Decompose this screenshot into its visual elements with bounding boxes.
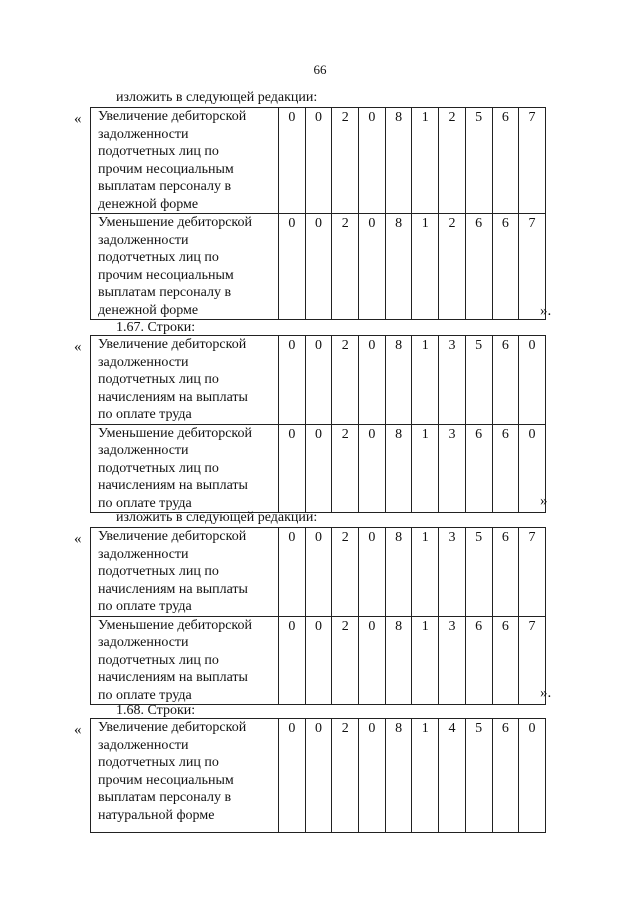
description-line: подотчетных лиц по [98, 250, 219, 265]
code-digit: 0 [305, 336, 332, 425]
close-quote: ». [540, 303, 552, 319]
code-digit: 6 [465, 214, 492, 320]
description-line: задолженности [98, 443, 189, 458]
code-digit: 4 [439, 719, 466, 833]
row-description [91, 719, 279, 833]
description-line: начислениям на выплаты [98, 670, 248, 685]
code-digit: 0 [359, 424, 386, 513]
code-digit: 8 [385, 719, 412, 833]
code-digit: 2 [332, 719, 359, 833]
description-line: задолженности [98, 232, 189, 248]
code-digit: 5 [465, 528, 492, 617]
code-digit: 6 [492, 108, 519, 214]
description-line: подотчетных лиц по [98, 652, 219, 668]
description-line: задолженности [98, 126, 189, 142]
code-digit: 2 [439, 108, 466, 214]
description-line: задолженности [98, 546, 189, 562]
code-digit: 0 [279, 424, 306, 513]
code-digit: 6 [492, 528, 519, 617]
code-digit: 7 [519, 528, 546, 617]
code-digit: 6 [465, 424, 492, 513]
code-digit: 6 [492, 616, 519, 705]
code-digit: 5 [465, 719, 492, 833]
description-line: начислениям на выплаты [98, 581, 248, 597]
description-line: начислениям на выплаты [98, 478, 248, 493]
code-digit: 0 [279, 214, 306, 320]
description-line: денежной форме [98, 302, 199, 318]
table-row [91, 424, 546, 513]
code-digit: 0 [279, 528, 306, 617]
code-digit: 1 [412, 616, 439, 705]
row-description [91, 424, 279, 513]
description-line: Уменьшение дебиторской [98, 425, 253, 441]
code-digit: 7 [519, 214, 546, 320]
row-description [91, 616, 279, 705]
code-digit: 2 [332, 616, 359, 705]
table-row [91, 528, 546, 617]
description-line: Уменьшение дебиторской [98, 215, 253, 230]
code-digit: 0 [359, 336, 386, 425]
code-digit: 8 [385, 214, 412, 320]
code-digit: 3 [439, 336, 466, 425]
open-quote: « [74, 339, 82, 355]
code-digit: 0 [305, 719, 332, 833]
code-digit: 0 [305, 528, 332, 617]
code-digit: 0 [359, 214, 386, 320]
code-digit: 3 [439, 528, 466, 617]
code-digit: 2 [332, 108, 359, 214]
open-quote: « [74, 531, 82, 547]
code-digit: 0 [305, 424, 332, 513]
description-line: Увеличение дебиторской [98, 109, 247, 124]
code-digit: 5 [465, 336, 492, 425]
description-line: подотчетных лиц по [98, 372, 219, 387]
code-digit: 0 [519, 336, 546, 425]
code-digit: 0 [305, 108, 332, 214]
code-digit: 7 [519, 616, 546, 705]
description-line: выплатам персоналу в [98, 179, 232, 194]
description-line: Увеличение дебиторской [98, 337, 247, 352]
code-digit: 2 [332, 214, 359, 320]
code-digit: 0 [359, 108, 386, 214]
description-line: Увеличение дебиторской [98, 720, 247, 735]
code-digit: 0 [359, 616, 386, 705]
description-line: по оплате труда [98, 407, 192, 422]
description-line: прочим несоциальным [98, 161, 234, 177]
section-heading: 1.68. Строки: [116, 703, 196, 718]
description-line: выплатам персоналу в [98, 790, 232, 805]
code-table [90, 335, 546, 513]
code-digit: 0 [519, 424, 546, 513]
code-digit: 6 [465, 616, 492, 705]
description-line: по оплате труда [98, 495, 192, 511]
description-line: подотчетных лиц по [98, 144, 219, 159]
table-row [91, 108, 546, 214]
table-row [91, 336, 546, 425]
code-digit: 8 [385, 424, 412, 513]
section-heading: 1.67. Строки: [116, 320, 196, 335]
table-row [91, 616, 546, 705]
table-row [91, 719, 546, 833]
table-row [91, 214, 546, 320]
description-line: натуральной форме [98, 807, 215, 823]
code-digit: 1 [412, 719, 439, 833]
code-digit: 0 [519, 719, 546, 833]
page-number: 66 [313, 62, 327, 77]
code-digit: 5 [465, 108, 492, 214]
code-digit: 0 [279, 108, 306, 214]
description-line: задолженности [98, 635, 189, 650]
code-digit: 7 [519, 108, 546, 214]
description-line: прочим несоциальным [98, 772, 234, 788]
description-line: денежной форме [98, 196, 199, 212]
code-digit: 6 [492, 719, 519, 833]
code-digit: 2 [332, 528, 359, 617]
description-line: выплатам персоналу в [98, 285, 232, 300]
close-quote: » [540, 493, 548, 509]
description-line: подотчетных лиц по [98, 755, 219, 770]
code-digit: 6 [492, 214, 519, 320]
code-digit: 1 [412, 528, 439, 617]
code-digit: 0 [305, 616, 332, 705]
description-line: подотчетных лиц по [98, 564, 219, 579]
code-digit: 0 [279, 336, 306, 425]
code-digit: 2 [332, 336, 359, 425]
code-digit: 0 [279, 719, 306, 833]
code-digit: 6 [492, 424, 519, 513]
code-digit: 1 [412, 108, 439, 214]
code-digit: 2 [439, 214, 466, 320]
description-line: прочим несоциальным [98, 267, 234, 283]
code-digit: 1 [412, 424, 439, 513]
code-table [90, 107, 546, 320]
row-description [91, 214, 279, 320]
section-heading: изложить в следующей редакции: [116, 90, 318, 105]
open-quote: « [74, 111, 82, 127]
code-digit: 0 [305, 214, 332, 320]
row-description [91, 336, 279, 425]
row-description [91, 108, 279, 214]
description-line: по оплате труда [98, 687, 192, 703]
description-line: Уменьшение дебиторской [98, 617, 253, 633]
code-table [90, 527, 546, 705]
code-table [90, 718, 546, 833]
code-digit: 1 [412, 214, 439, 320]
description-line: по оплате труда [98, 599, 192, 614]
description-line: подотчетных лиц по [98, 460, 219, 476]
code-digit: 8 [385, 616, 412, 705]
code-digit: 0 [359, 528, 386, 617]
row-description [91, 528, 279, 617]
code-digit: 8 [385, 528, 412, 617]
code-digit: 1 [412, 336, 439, 425]
description-line: задолженности [98, 354, 189, 370]
code-digit: 3 [439, 424, 466, 513]
close-quote: ». [540, 685, 552, 701]
description-line: задолженности [98, 737, 189, 753]
code-digit: 8 [385, 336, 412, 425]
code-digit: 8 [385, 108, 412, 214]
section-heading: изложить в следующей редакции: [116, 510, 318, 525]
code-digit: 0 [279, 616, 306, 705]
code-digit: 0 [359, 719, 386, 833]
open-quote: « [74, 722, 82, 738]
description-line: начислениям на выплаты [98, 389, 248, 405]
code-digit: 6 [492, 336, 519, 425]
code-digit: 3 [439, 616, 466, 705]
description-line: Увеличение дебиторской [98, 529, 247, 544]
code-digit: 2 [332, 424, 359, 513]
